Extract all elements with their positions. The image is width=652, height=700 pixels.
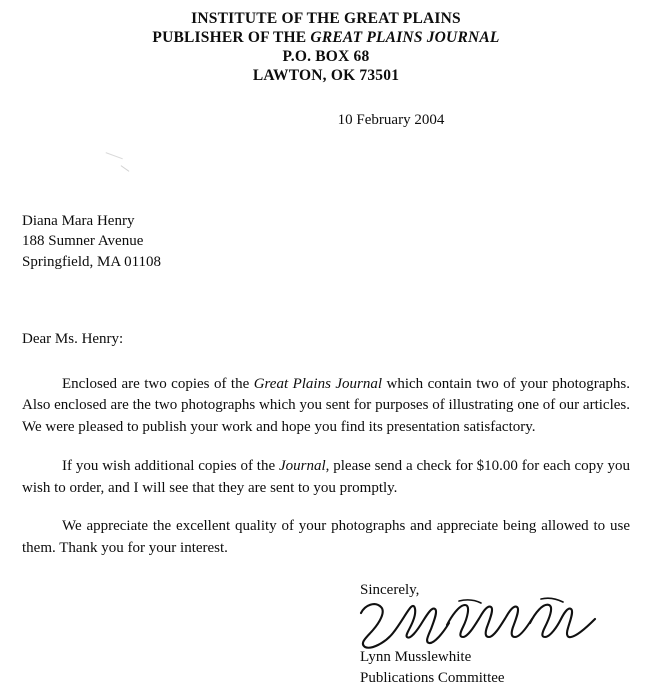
- signature-block: [360, 647, 652, 688]
- body-paragraph-1: [22, 374, 630, 439]
- letterhead-publisher: [0, 29, 652, 48]
- handwritten-signature: [355, 601, 652, 647]
- letterhead-city-state-zip: LAWTON, OK 73501: [252, 66, 400, 84]
- body-p2-part-a: If you wish additional copies of the: [62, 457, 279, 474]
- body-p2-journal-title: Journal: [278, 457, 326, 474]
- body-paragraph-3: We appreciate the excellent quality of your photographs and appreciate being allowed to use them. Thank you for your interest.: [22, 518, 630, 557]
- signer-title: Publications Committee: [360, 669, 505, 686]
- letterhead-journal-title: GREAT PLAINS JOURNAL: [310, 28, 500, 46]
- letter-body: [22, 374, 630, 560]
- body-p1-part-b: which contain two of your photographs. Also enclosed are the two photographs which you sent for purposes of illustrating one of our articles. We were pleased to publish your work and hope you find its presentation satisfactory.: [22, 375, 630, 436]
- letterhead-pobox: P.O. BOX 68: [282, 47, 370, 65]
- body-p1-part-a: Enclosed are two copies of the: [62, 375, 254, 392]
- body-p1-journal-title: Great Plains Journal: [253, 375, 383, 392]
- paper-speck-icon: [121, 165, 130, 172]
- recipient-city-state-zip: Springfield, MA 01108: [22, 254, 162, 270]
- letterhead: [0, 0, 652, 86]
- paper-speck-icon: [103, 152, 123, 166]
- recipient-street: 188 Sumner Avenue: [22, 233, 144, 250]
- signer-name: Lynn Musslewhite: [360, 648, 472, 665]
- closing-line: Sincerely,: [360, 581, 420, 598]
- body-paragraph-2: [22, 456, 630, 500]
- letterhead-publisher-prefix: PUBLISHER OF THE: [152, 28, 311, 46]
- body-p2-part-b: , please send a check for $10.00 for each copy you wish to order, and I will see that they are sent to you promptly.: [22, 457, 630, 496]
- recipient-name: Diana Mara Henry: [22, 212, 135, 229]
- salutation: Dear Ms. Henry:: [22, 330, 124, 347]
- letterhead-organization: INSTITUTE OF THE GREAT PLAINS: [191, 10, 461, 27]
- letter-date: 10 February 2004: [337, 111, 445, 128]
- signature-icon: [355, 597, 605, 651]
- recipient-address: [22, 211, 652, 273]
